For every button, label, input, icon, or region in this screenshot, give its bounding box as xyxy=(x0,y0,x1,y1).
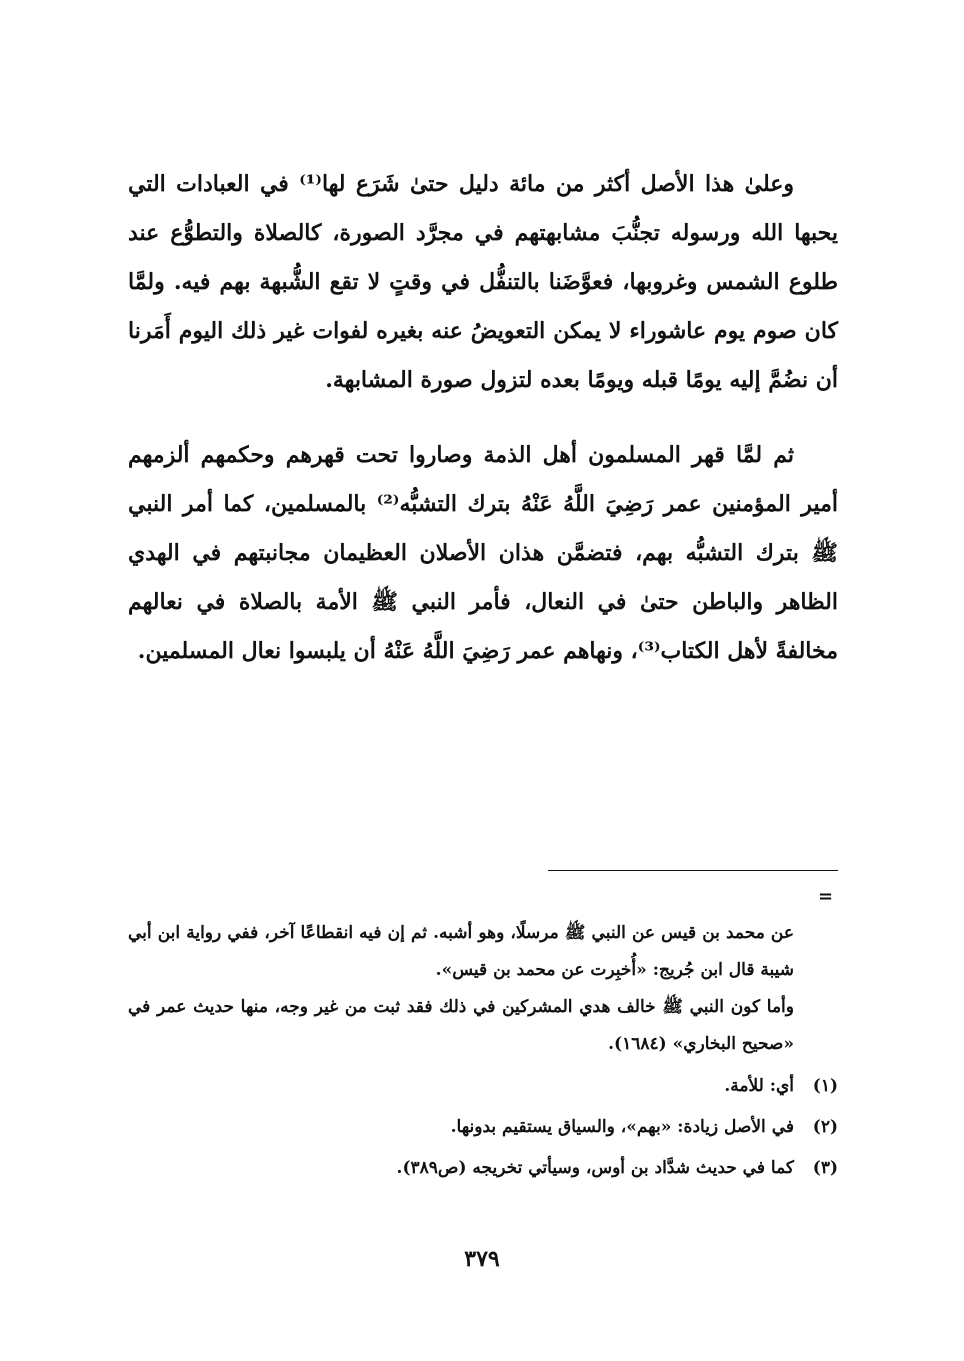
footnote-number: (٣) xyxy=(812,1158,838,1178)
footnote-continuation-1: عن محمد بن قيس عن النبي ﷺ مرسلًا، وهو أشبه. ثم إن فيه انقطاعًا آخر، ففي رواية ابن أبي شيبة قال ابن جُريج: «أُخبِرت عن محمد بن قيس». xyxy=(128,923,794,980)
main-text xyxy=(128,160,838,676)
footnote-number: (١) xyxy=(812,1076,838,1096)
page-number: ٣٧٩ xyxy=(464,1246,500,1272)
body-paragraph-2: ثم لمَّا قهر المسلمون أهل الذمة وصاروا تحت قهرهم وحكمهم ألزمهم أمير المؤمنين عمر رَضِيَ اللَّهُ عَنْهُ بترك التشبُّه⁽²⁾ بالمسلمين، كما أمر النبي ﷺ بترك التشبُّه بهم، فتضمَّن هذان الأصلان العظيمان مجانبتهم في الهدي الظاهر والباطن حتىٰ في النعال، فأمر النبي ﷺ الأمة بالصلاة في نعالهم مخالفةً لأهل الكتاب⁽³⁾، ونهاهم عمر رَضِيَ اللَّهُ عَنْهُ أن يلبسوا نعال المسلمين. xyxy=(128,442,838,664)
footnote-1 xyxy=(128,1069,838,1104)
footnotes xyxy=(128,915,838,1186)
footnote-3 xyxy=(128,1151,838,1186)
footnote-number: (٢) xyxy=(812,1117,838,1137)
footnote-2 xyxy=(128,1110,838,1145)
body-paragraph-1: وعلىٰ هذا الأصل أكثر من مائة دليل حتىٰ شَرَع لها⁽¹⁾ في العبادات التي يحبها الله ورسوله تجنُّبَ مشابهتهم في مجرَّد الصورة، كالصلاة والتطوُّع عند طلوع الشمس وغروبها، فعوَّضَنا بالتنفُّل في وقتٍ لا تقع الشُّبهة بهم فيه. ولمَّا كان صوم يوم عاشوراء لا يمكن التعويضُ عنه بغيره لفوات غير ذلك اليوم أَمَرنا أن نضُمَّ إليه يومًا قبله ويومًا بعده لتزول صورة المشابهة. xyxy=(128,171,838,393)
footnote-text: في الأصل زيادة: «بهم»، والسياق يستقيم بدونها. xyxy=(450,1117,794,1137)
footnote-continuation-mark: = xyxy=(818,886,834,907)
footnote-text: كما في حديث شدَّاد بن أوس، وسيأتي تخريجه (ص٣٨٩). xyxy=(396,1158,794,1178)
footnote-continuation-2: وأما كون النبي ﷺ خالف هدي المشركين في ذلك فقد ثبت من غير وجه، منها حديث عمر في «صحيح البخاري» (١٦٨٤). xyxy=(128,997,794,1054)
footnote-separator xyxy=(548,870,838,871)
footnote-text: أي: للأمة. xyxy=(724,1076,794,1096)
